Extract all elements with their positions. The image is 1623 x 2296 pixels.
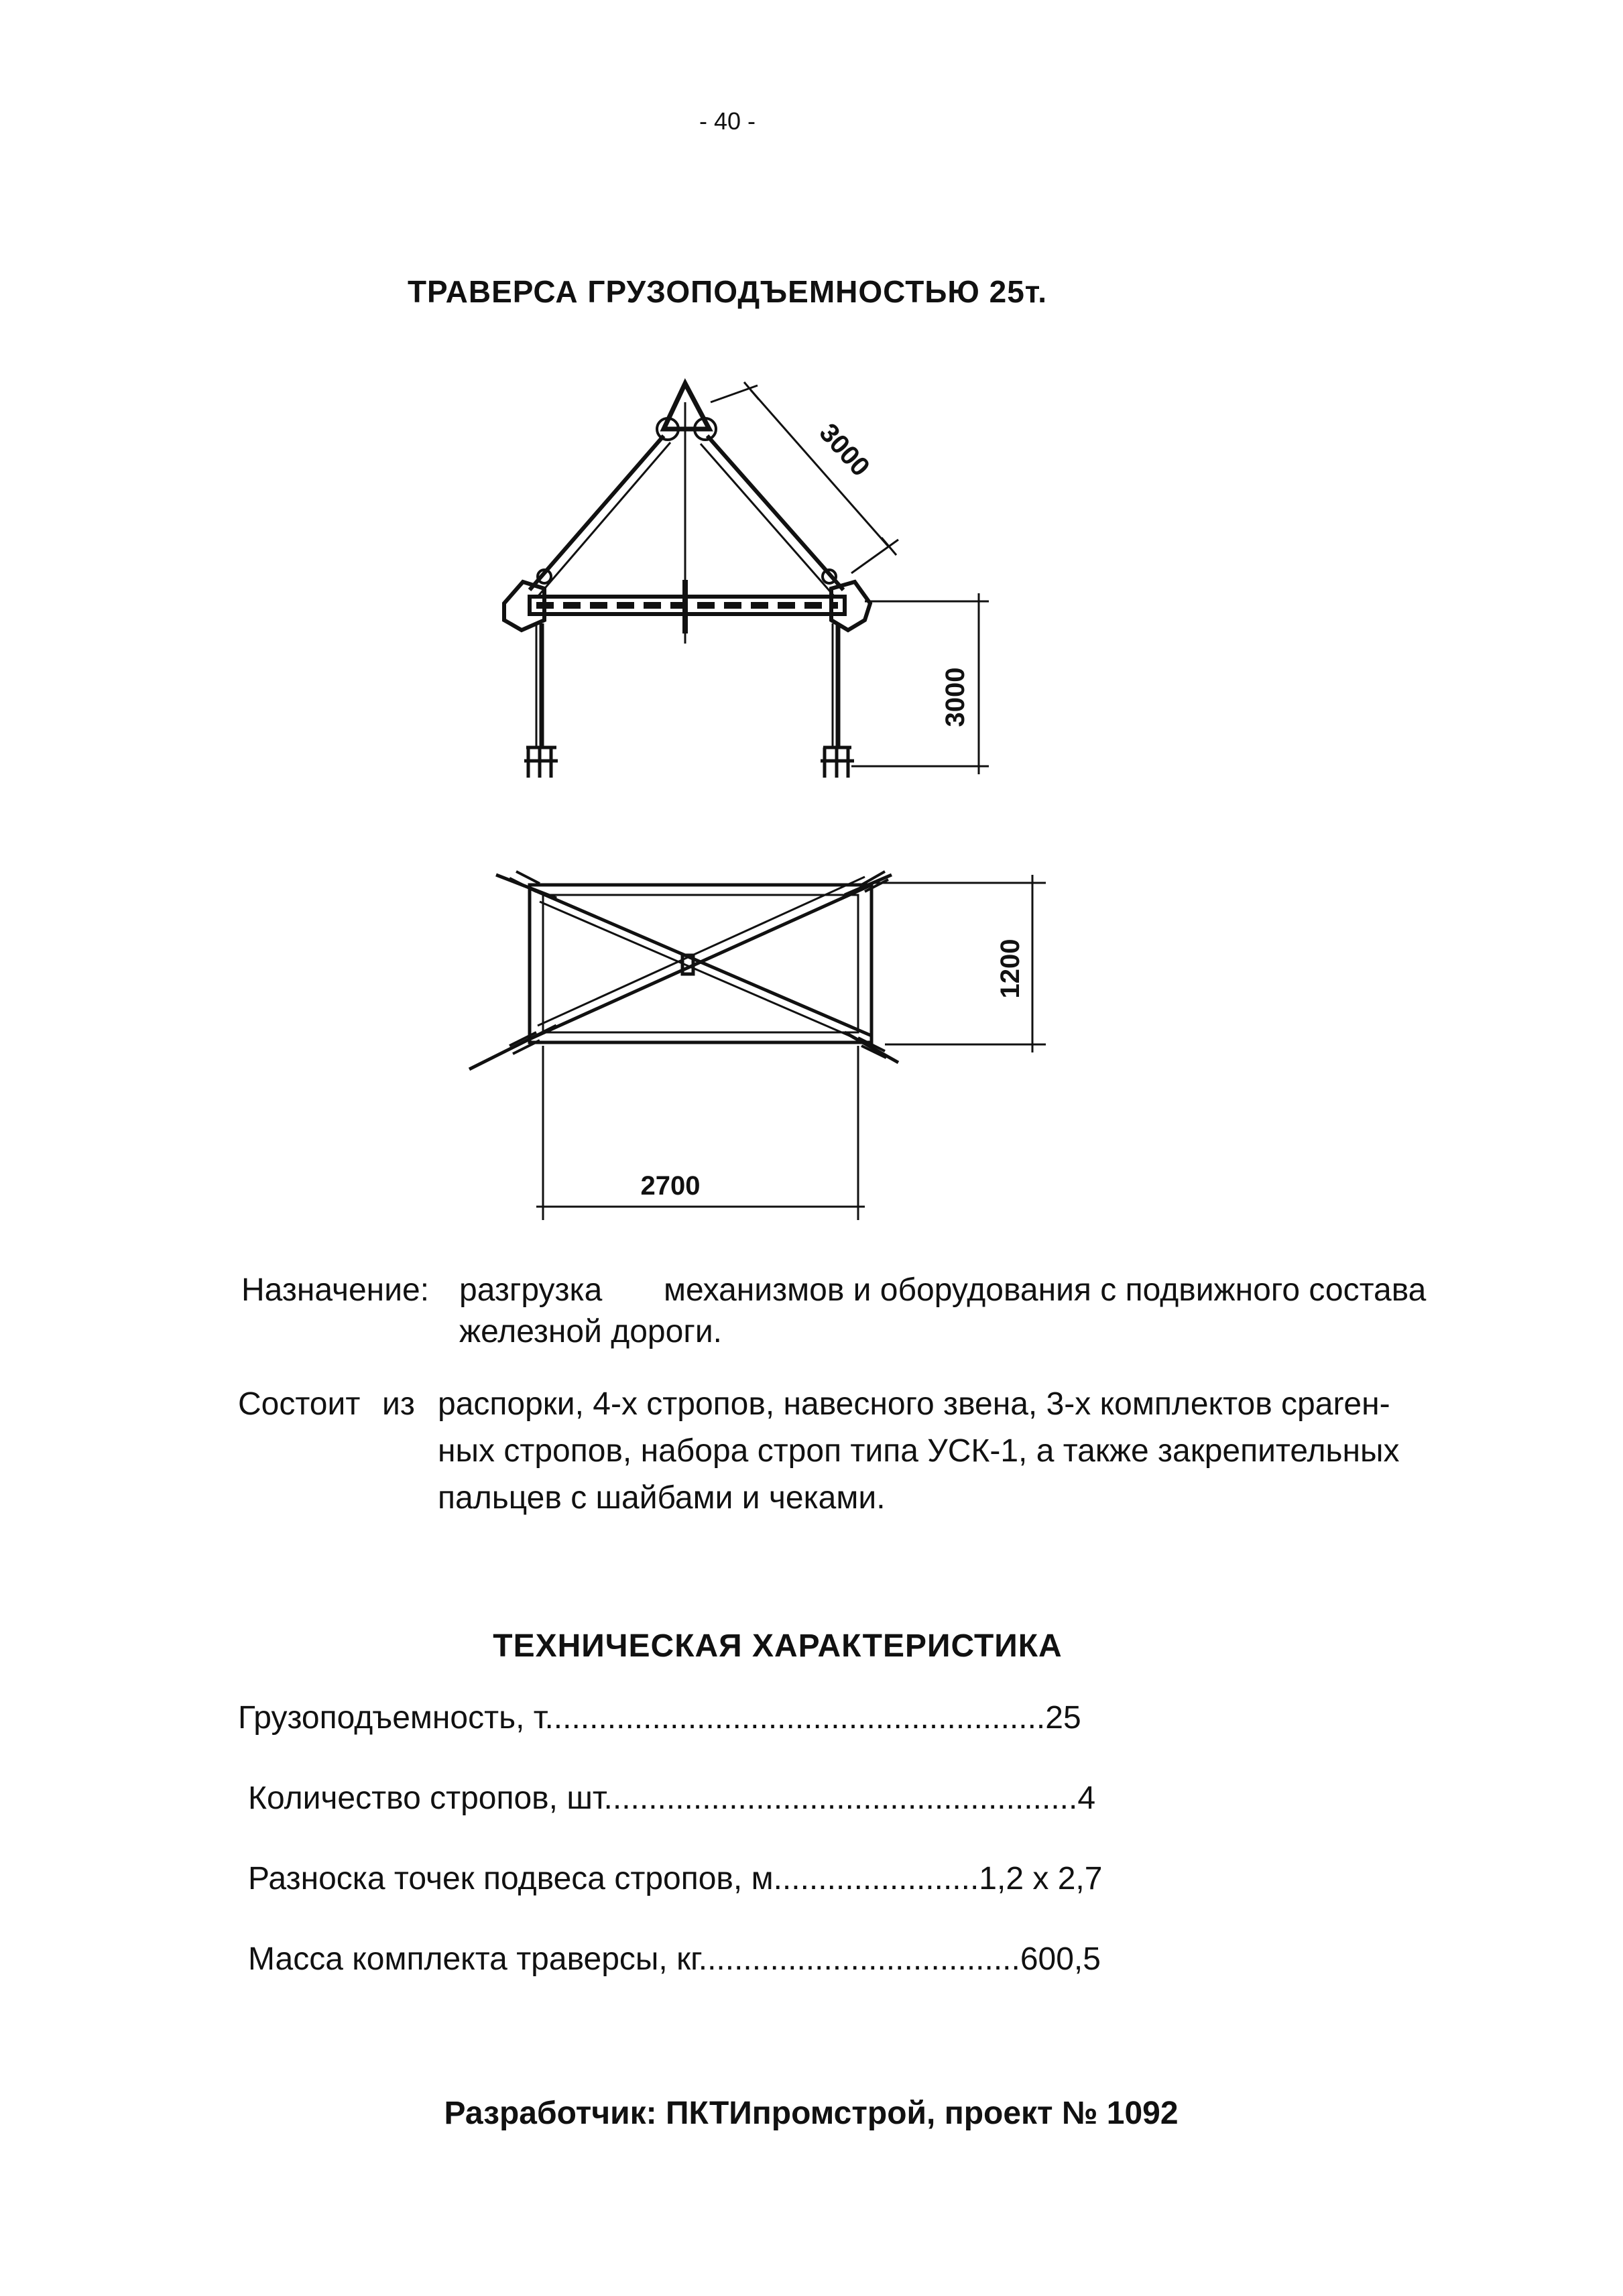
spec-row: [248, 1860, 1102, 1897]
dim-sling-label: 3000: [813, 418, 876, 483]
dim-plan-width-label: 1200: [996, 939, 1025, 999]
spec-dots: .......................: [773, 1861, 979, 1896]
developer-line: Разработчик: ПКТИпромстрой, проект № 1092: [444, 2096, 1179, 2131]
page-number: - 40 -: [699, 107, 756, 135]
dim-height-label: 3000: [941, 667, 970, 727]
spec-label: Количество стропов, шт: [248, 1780, 604, 1816]
hook-right: [821, 747, 854, 778]
composition-block: [238, 1381, 1498, 1522]
sling-left: [530, 436, 664, 590]
composition-text-2: ных стропов, набора строп типа УСК-1, а также закрепительных: [438, 1433, 1400, 1469]
purpose-text-1b: механизмов и оборудования с подвижного состава: [664, 1272, 1427, 1308]
spec-value: 25: [1045, 1700, 1081, 1736]
spec-dots: ........................................................: [544, 1700, 1046, 1736]
purpose-text-2: железной дороги.: [459, 1314, 722, 1349]
spec-value: 1,2 х 2,7: [979, 1861, 1103, 1896]
spec-row: [248, 1941, 1101, 1978]
composition-label-a: Состоит: [238, 1386, 361, 1422]
document-title: ТРАВЕРСА ГРУЗОПОДЪЕМНОСТЬЮ 25т.: [407, 274, 1048, 309]
spec-label: Разноска точек подвеса стропов, м: [248, 1861, 774, 1896]
purpose-block: [241, 1267, 1502, 1361]
spec-label: Масса комплекта траверсы, кг: [248, 1941, 699, 1977]
dim-plan-length-label: 2700: [640, 1171, 701, 1201]
top-link: [664, 383, 709, 429]
composition-text-3: пальцев с шайбами и чеками.: [438, 1480, 886, 1516]
hook-left: [524, 747, 558, 778]
sling-right: [707, 436, 843, 590]
purpose-text-1a: разгрузка: [459, 1272, 603, 1308]
spec-value: 4: [1077, 1780, 1096, 1816]
spec-label: Грузоподъемность, т: [238, 1700, 545, 1736]
spec-value: 600,5: [1020, 1941, 1101, 1977]
specs-title: ТЕХНИЧЕСКАЯ ХАРАКТЕРИСТИКА: [493, 1628, 1063, 1664]
purpose-label: Назначение:: [241, 1272, 430, 1308]
plan-diagonal-2: [530, 885, 871, 1039]
spec-row: [238, 1699, 1081, 1736]
spec-dots: .....................................................: [603, 1780, 1078, 1816]
composition-text-1: распорки, 4-х стропов, навесного звена, 3-х комплектов сparен-: [438, 1386, 1390, 1422]
spec-dots: ....................................: [698, 1941, 1020, 1977]
composition-label-b: из: [382, 1386, 415, 1422]
spec-row: [248, 1780, 1095, 1817]
